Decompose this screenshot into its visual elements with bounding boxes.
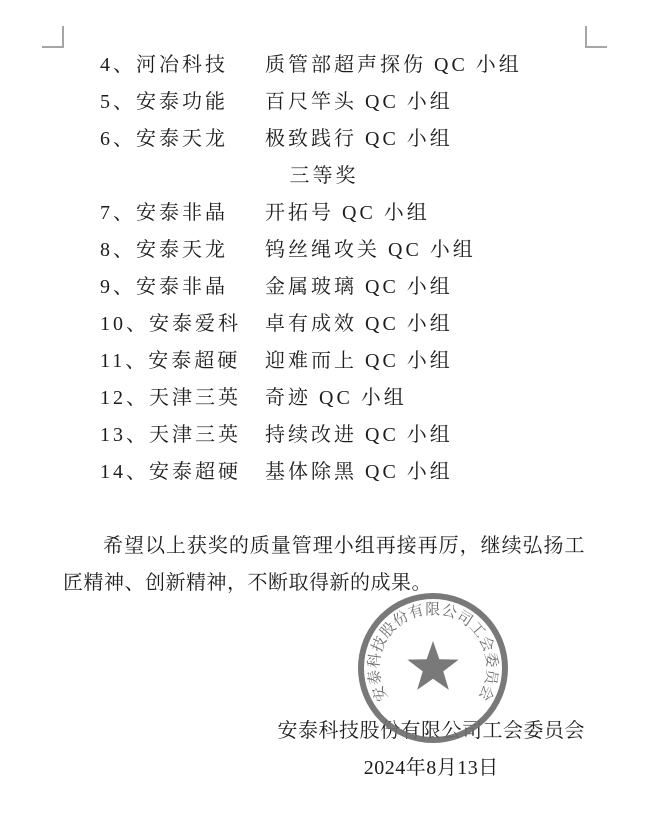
qc-group-label: 钨丝绳攻关 QC 小组	[265, 239, 476, 261]
qc-group-label: 质管部超声探伤 QC 小组	[265, 54, 522, 76]
qc-group-label: 基体除黑 QC 小组	[265, 461, 453, 483]
company-label: 4、河冶科技	[100, 54, 228, 76]
company-label: 8、安泰天龙	[100, 239, 228, 261]
qc-group-label: 金属玻璃 QC 小组	[265, 276, 453, 298]
company-label: 12、天津三英	[100, 387, 241, 409]
document-date: 2024年8月13日	[363, 757, 499, 779]
company-label: 11、安泰超硬	[100, 350, 241, 372]
list-item	[63, 121, 585, 158]
qc-group-label: 奇迹 QC 小组	[265, 387, 407, 409]
list-item	[63, 380, 585, 417]
company-label: 5、安泰功能	[100, 91, 228, 113]
list-item	[63, 454, 585, 491]
company-label: 10、安泰爱科	[100, 313, 241, 335]
list-item	[63, 417, 585, 454]
signature-area	[63, 713, 585, 787]
company-label: 6、安泰天龙	[100, 128, 228, 150]
text-boundary-mark-top-left	[42, 26, 64, 48]
company-label: 9、安泰非晶	[100, 276, 228, 298]
document-body	[63, 47, 585, 787]
list-item	[63, 269, 585, 306]
stamp-arc-textpath: 安泰科技股份有限公司工会委员会	[366, 601, 500, 704]
list-item	[63, 84, 585, 121]
list-item	[63, 232, 585, 269]
list-item	[63, 306, 585, 343]
qc-group-label: 百尺竿头 QC 小组	[265, 91, 453, 113]
text-boundary-mark-top-right	[585, 26, 607, 48]
signature-block	[278, 713, 586, 787]
qc-group-label: 开拓号 QC 小组	[265, 202, 430, 224]
company-label: 7、安泰非晶	[100, 202, 228, 224]
list-item	[63, 343, 585, 380]
qc-group-label: 卓有成效 QC 小组	[265, 313, 453, 335]
list-item	[63, 195, 585, 232]
list-item	[63, 47, 585, 84]
signature-organization: 安泰科技股份有限公司工会委员会	[277, 720, 585, 742]
company-label: 14、安泰超硬	[100, 461, 241, 483]
section-heading-third-prize: 三等奖	[289, 165, 359, 187]
qc-group-label: 极致践行 QC 小组	[265, 128, 453, 150]
company-label: 13、天津三英	[100, 424, 241, 446]
closing-paragraph: 希望以上获奖的质量管理小组再接再厉，继续弘扬工匠精神、创新精神，不断取得新的成果。	[63, 535, 585, 594]
qc-group-label: 持续改进 QC 小组	[265, 424, 453, 446]
qc-group-label: 迎难而上 QC 小组	[265, 350, 453, 372]
